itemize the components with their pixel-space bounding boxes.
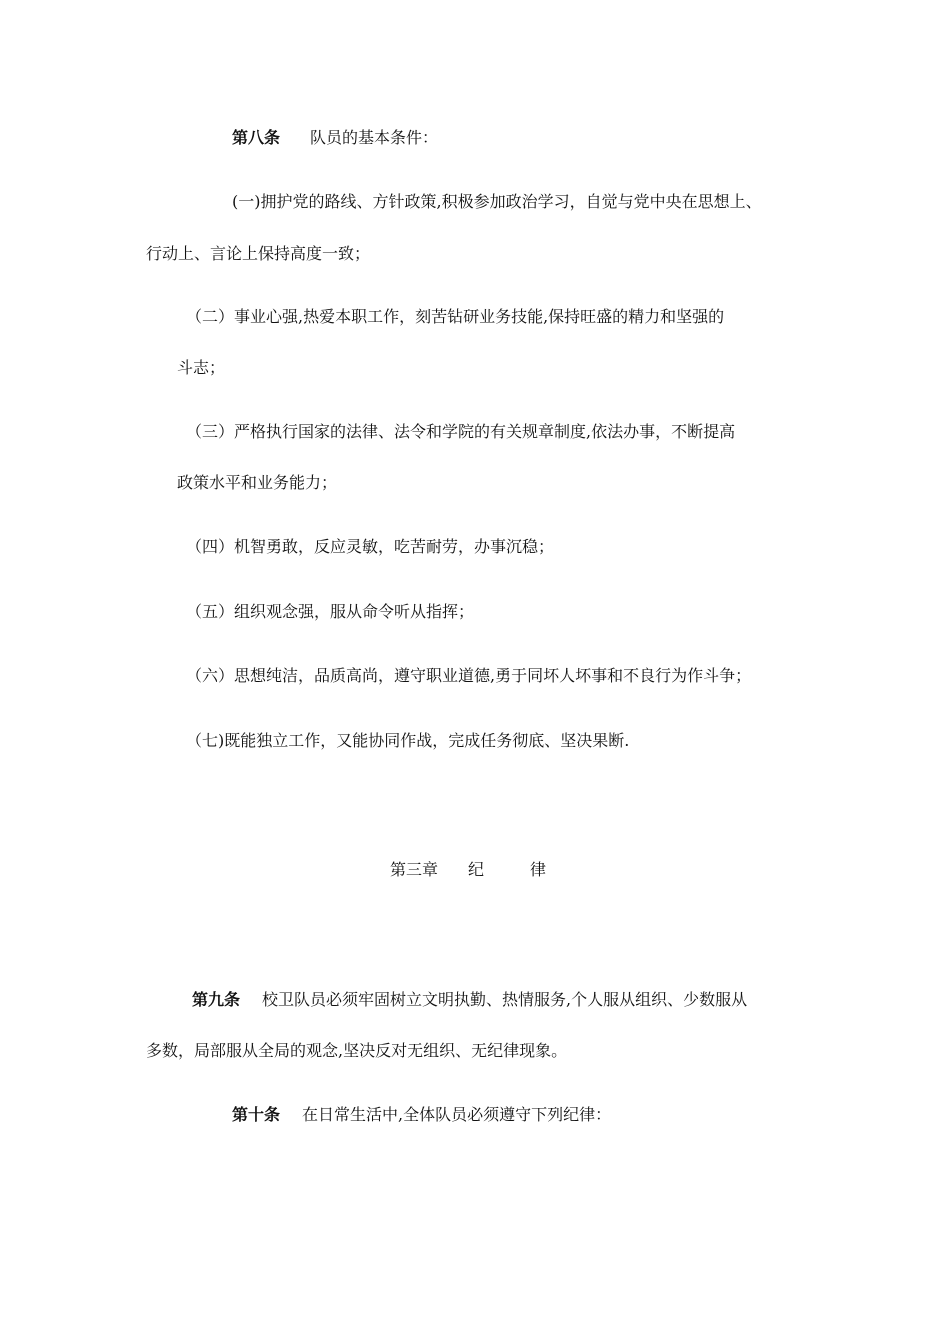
chapter-3-title-part-2: 律 <box>530 860 547 879</box>
article-8-item-2-line-1: （二）事业心强,热爱本职工作，刻苦钻研业务技能,保持旺盛的精力和坚强的 <box>186 307 725 326</box>
article-8-item-6: （六）思想纯洁，品质高尚，遵守职业道德,勇于同坏人坏事和不良行为作斗争； <box>186 666 752 685</box>
article-8-item-5: （五）组织观念强，服从命令听从指挥； <box>186 602 475 621</box>
article-8-item-1-line-2: 行动上、言论上保持高度一致； <box>146 244 371 263</box>
chapter-3-title-part-1: 纪 <box>468 860 485 879</box>
article-9-label: 第九条 <box>192 990 241 1009</box>
article-8-item-3-line-2: 政策水平和业务能力； <box>177 473 338 492</box>
article-9-line-1 <box>192 990 747 1010</box>
article-8-label: 第八条 <box>232 128 281 147</box>
chapter-3-number: 第三章 <box>390 860 439 879</box>
article-10-label: 第十条 <box>232 1105 281 1124</box>
article-10-line <box>232 1105 611 1125</box>
article-9-text-1: 校卫队员必须牢固树立文明执勤、热情服务,个人服从组织、少数服从 <box>262 990 748 1009</box>
article-8-item-1-line-1: (一)拥护党的路线、方针政策,积极参加政治学习，自觉与党中央在思想上、 <box>232 192 762 211</box>
article-8-heading <box>232 128 438 148</box>
article-8-title: 队员的基本条件： <box>310 128 439 147</box>
chapter-3-heading <box>390 860 546 880</box>
article-8-item-3-line-1: （三）严格执行国家的法律、法令和学院的有关规章制度,依法办事，不断提高 <box>186 422 736 441</box>
article-9-line-2: 多数，局部服从全局的观念,坚决反对无组织、无纪律现象。 <box>146 1041 568 1060</box>
article-8-item-4: （四）机智勇敢，反应灵敏，吃苦耐劳，办事沉稳； <box>186 537 555 556</box>
article-10-text: 在日常生活中,全体队员必须遵守下列纪律： <box>302 1105 612 1124</box>
article-8-item-7: （七)既能独立工作，又能协同作战，完成任务彻底、坚决果断. <box>186 731 630 750</box>
article-8-item-2-line-2: 斗志； <box>177 358 226 377</box>
